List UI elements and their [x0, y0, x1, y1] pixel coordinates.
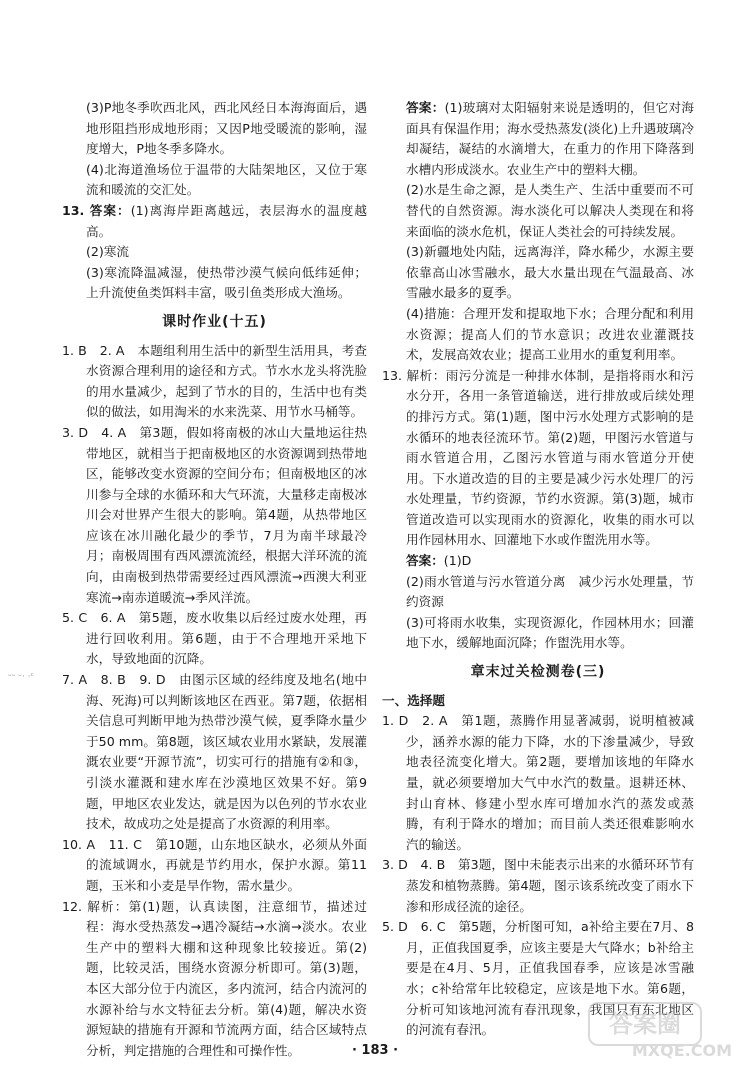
right-column	[382, 98, 694, 1041]
paragraph: (4)措施：合理开发和提取地下水；合理分配和利用水资源；提高人们的节水意识；改进农业灌溉技术，发展高效农业；提高工业用水的重复利用率。	[406, 305, 694, 363]
scan-edge-mark: ᵕᵕ ᵕ· ·ᶜ	[8, 672, 34, 682]
paragraph: (4)北海道渔场位于温带的大陆架地区，又位于寒流和暖流的交汇处。	[86, 161, 367, 198]
answer-text: (1)离海岸距离越远，表层海水的温度越高。	[86, 202, 367, 239]
watermark-url: MXQE.COM	[631, 1041, 732, 1060]
answer-item: 12. 解析：第(1)题，认真读图，注意细节，描述过程：海水受热蒸发→遇冷凝结→水滴→淡水。农业生产中的塑料大棚和这种现象比较接近。第(2)题，比较灵活，围绕水资源分析即可。第(3)题，本区大部分位于内流区，多内流河，结合内流河的水源补给与水文特征去分析。第(4)题，解决水资源短缺的措施有开源和节流两方面，结合区域特点分析，判定措施的合理性和可操作性。	[62, 898, 367, 1058]
paragraph: (3)新疆地处内陆，远离海洋，降水稀少，水源主要依靠高山冰雪融水，最大水量出现在气温最高、冰雪融水最多的夏季。	[406, 244, 694, 301]
answer-label: 答案：	[406, 553, 444, 569]
answer-item: 5. D 6. C 第5题，分析图可知，a补给主要在7月、8月，正值我国夏季，应该主要是大气降水；b补给主要是在4月、5月，正值我国春季，应该是冰雪融水；c补给常年比较稳定，应该是地下水。第6题，分析可知该地河流有春汛现象，我国只有东北地区的河流有春汛。	[382, 919, 694, 1038]
left-column	[62, 98, 367, 1061]
chapter-title: 章末过关检测卷(三)	[470, 664, 606, 681]
answer-block	[382, 98, 694, 180]
answer-item: 7. A 8. B 9. D 由图示区域的经纬度及地名(地中海、死海)可以判断该地区在西亚。第7题，依据相关信息可判断甲地为热带沙漠气候，夏季降水量少于50 mm。第8题，该区域农业用水紧缺，发展灌溉农业要“开源节流”，切实可行的措施有②和③，引淡水灌溉和建水库在沙漠地区效果不好。第9题，甲地区农业发达，就是因为以色列的节水农业技术，故成功之处是提高了水资源的利用率。	[62, 672, 367, 832]
watermark-logo-text: 答案圈	[588, 1002, 702, 1046]
answer-block	[382, 551, 694, 572]
paragraph: (3)寒流降温减湿，使热带沙漠气候向低纬延伸；上升流使鱼类饵料丰富，吸引鱼类形成大渔场。	[86, 264, 367, 301]
answer-text: (1)玻璃对太阳辐射来说是透明的，但它对海面具有保温作用；海水受热蒸发(淡化)上升遇玻璃冷却凝结，凝结的水滴增大，在重力的作用下降落到水槽内形成淡水。农业生产中的塑料大棚。	[406, 100, 694, 177]
answer-item: 10. A 11. C 第10题，山东地区缺水，必须从外面的流域调水，再就是节约用水，保护水源。第11题，玉米和小麦是旱作物，需水量少。	[62, 836, 367, 893]
answer-item: 3. D 4. B 第3题，图中未能表示出来的水循环环节有蒸发和植物蒸腾。第4题，图示该系统改变了雨水下渗和形成径流的途径。	[382, 857, 694, 914]
paragraph: (2)水是生命之源，是人类生产、生活中重要而不可替代的自然资源。海水淡化可以解决人类现在和将来面临的淡水危机，保证人类社会的可持续发展。	[406, 182, 694, 239]
answer-item: 1. D 2. A 第1题，蒸腾作用显著减弱，说明植被减少，涵养水源的能力下降，水的下渗量减少，导致地表径流变化增大。第2题，要增加该地的年降水量，就必须要增加大气中水汽的数量。退耕还林、封山育林、修建小型水库可增加水汽的蒸发或蒸腾，有利于降水的增加；而目前人类还很难影响水汽的输送。	[382, 713, 694, 852]
answer-item: 5. C 6. A 第5题，废水收集以后经过废水处理，再进行回收利用。第6题，由于不合理地开采地下水，导致地面的沉降。	[62, 610, 367, 667]
paragraph: (3)P地冬季吹西北风，西北风经日本海海面后，遇地形阻挡形成地形雨；又因P地受暖流的影响，湿度增大，P地冬季多降水。	[86, 100, 367, 157]
answer-item: 3. D 4. A 第3题，假如将南极的冰山大量地运往热带地区，就相当于把南极地区的水资源调到热带地区，能够改变水资源的空间分布；但南极地区的冰川参与全球的水循环和大气环流，大量移走南极冰川会对世界产生很大的影响。第4题，从热带地区应该在冰川融化最少的季节，7月为南半球最冷月；南极周围有西风漂流流经，根据大洋环流的流向，由南极到热带需要经过西风漂流→西澳大利亚寒流→南赤道暖流→季风洋流。	[62, 424, 367, 605]
section-title: 课时作业(十五)	[162, 313, 267, 330]
answer-label: 13. 答案：	[62, 202, 131, 218]
page-number: · 183 ·	[351, 1043, 399, 1058]
answer-text: (1)D	[443, 553, 472, 569]
answer-item: 1. B 2. A 本题组利用生活中的新型生活用具，考查水资源合理利用的途径和方式。节水水龙头将洗脸的用水量减少，起到了节水的目的，生活中也有类似的做法，如用淘米的水来洗菜、用节水马桶等。	[62, 342, 367, 420]
watermark-logo	[592, 1002, 732, 1064]
subsection-heading: 一、选择题	[382, 692, 445, 708]
answer-item: 13. 解析：雨污分流是一种排水体制，是指将雨水和污水分开，各用一条管道输送，进行排放或后续处理的排污方式。第(1)题，图中污水处理方式影响的是水循环的地表径流环节。第(2)题，甲图污水管道与雨水管道合用，乙图污水管道与雨水管道分开使用。下水道改造的目的主要是减少污水处理厂的污水处理量，节约资源，节约水资源。第(3)题，城市管道改造可以实现雨水的资源化，收集的雨水可以用作园林用水、回灌地下水或作盥洗用水等。	[382, 367, 694, 548]
answer-label: 答案：	[406, 100, 445, 115]
paragraph: (2)寒流	[86, 244, 130, 260]
paragraph: (2)雨水管道与污水管道分离 减少污水处理量，节约资源	[406, 573, 694, 610]
paragraph: (3)可将雨水收集，实现资源化，作园林用水；回灌地下水，缓解地面沉降；作盥洗用水等。	[406, 614, 694, 651]
answer-13	[62, 201, 367, 242]
